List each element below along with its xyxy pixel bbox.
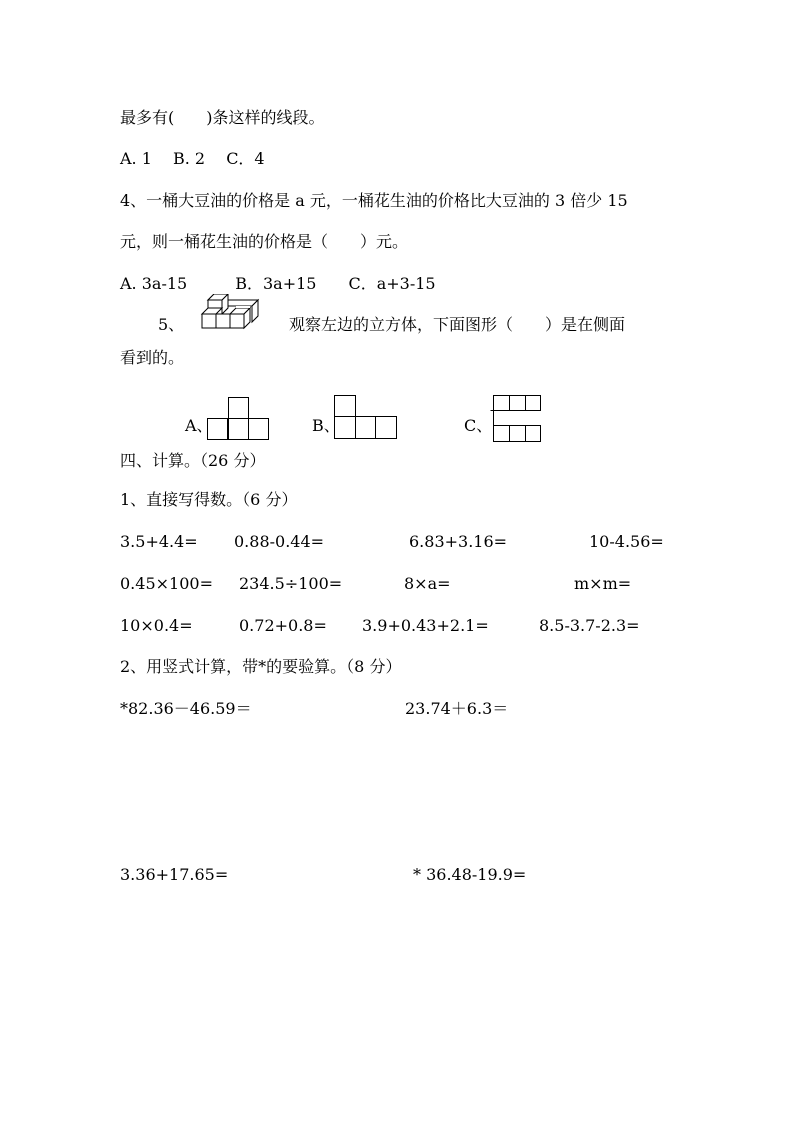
option-a-figure <box>207 397 270 441</box>
q4-options: A. 3a-15 B．3a+15 C．a+3-15 <box>120 274 436 293</box>
vertical-calc-item: *82.36－46.59＝ <box>120 699 252 718</box>
calc-item: 8.5-3.7-2.3= <box>539 616 640 635</box>
calc-item: 8×a= <box>404 574 451 593</box>
section-4-title: 四、计算。（26 分） <box>120 451 266 470</box>
option-c-label: C、 <box>464 416 493 435</box>
q5-text-line2: 看到的。 <box>120 348 185 367</box>
q5-number: 5、 <box>158 315 185 334</box>
option-b-label: B、 <box>312 416 340 435</box>
calc-item: 0.45×100= <box>120 574 213 593</box>
calc-item: 10×0.4= <box>120 616 193 635</box>
vertical-calc-item: 3.36+17.65= <box>120 865 229 884</box>
vertical-calc-item: 23.74＋6.3＝ <box>405 699 509 718</box>
q3-text-tail: 最多有( )条这样的线段。 <box>120 108 325 127</box>
option-a-label: A、 <box>185 416 213 435</box>
calc-item: 10-4.56= <box>589 532 664 551</box>
calc-item: 6.83+3.16= <box>409 532 508 551</box>
calc-item: m×m= <box>574 574 632 593</box>
part-2-title: 2、用竖式计算，带*的要验算。（8 分） <box>120 657 402 676</box>
cube-stack-figure <box>200 294 262 334</box>
calc-item: 3.9+0.43+2.1= <box>362 616 489 635</box>
calc-item: 3.5+4.4= <box>120 532 198 551</box>
calc-item: 0.72+0.8= <box>239 616 327 635</box>
q4-text-line1: 4、一桶大豆油的价格是 a 元，一桶花生油的价格比大豆油的 3 倍少 15 <box>120 191 628 210</box>
q4-text-line2: 元，则一桶花生油的价格是（ ）元。 <box>120 232 409 251</box>
q3-options: A. 1 B. 2 C．4 <box>120 149 265 168</box>
calc-item: 0.88-0.44= <box>234 532 325 551</box>
option-b-figure <box>334 395 398 441</box>
q5-text-line1: 观察左边的立方体，下面图形（ ）是在侧面 <box>289 315 626 334</box>
vertical-calc-item: * 36.48-19.9= <box>413 865 527 884</box>
part-1-title: 1、直接写得数。（6 分） <box>120 490 298 509</box>
option-c-figure <box>490 395 542 443</box>
calc-item: 234.5÷100= <box>239 574 343 593</box>
